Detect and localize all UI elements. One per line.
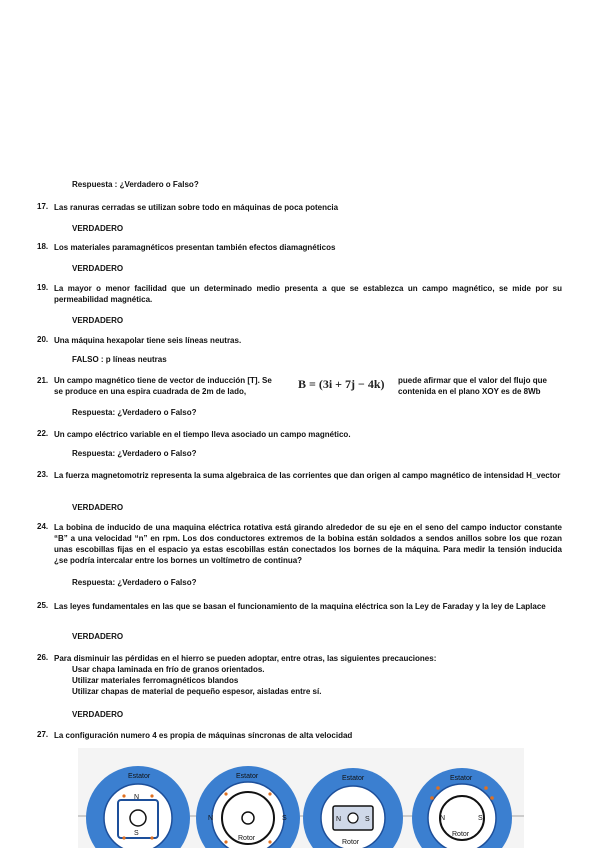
answer: Respuesta: ¿Verdadero o Falso?: [72, 449, 197, 458]
shaft: [242, 812, 254, 824]
stator-label: Estator: [128, 773, 151, 780]
question-text: La bobina de inducido de una maquina eléctrica rotativa está girando alrededor de su eje en el seno del campo inductor constante “B” a una velocidad “n” en rpm. Los dos conductores extremos de la bobina están soldados a sendos anillos sobre los que rozan unas escobillas fijas en el espacio ya estas escobillas están conectados los bornes de la máquina. Para medir la tensión inducida ¿se podría intercalar entre los bornes un voltímetro de continua?: [54, 523, 562, 565]
equation-text: B = (3i + 7j − 4k): [298, 377, 385, 391]
intro-answer: Respuesta : ¿Verdadero o Falso?: [72, 180, 199, 189]
question-text: La mayor o menor facilidad que un determinado medio presenta a que se establezca un campo magnético, se mide por su permeabilidad magnética.: [54, 284, 562, 304]
precautions-list: [72, 664, 321, 697]
question-number: 23.: [37, 470, 49, 479]
pole-s: S: [282, 815, 287, 822]
pole-s: S: [365, 816, 370, 823]
rotor-label: Rotor: [238, 835, 256, 842]
list-item: Utilizar materiales ferromagnéticos blandos: [72, 676, 239, 685]
answer: Respuesta: ¿Verdadero o Falso?: [72, 578, 197, 587]
equation-image: [296, 374, 390, 394]
question-text-line2-right: contenida en el plano XOY es de 8Wb: [398, 387, 541, 396]
machine-1: [86, 766, 190, 848]
question-number: 21.: [37, 376, 49, 385]
coil-dot: [224, 792, 227, 795]
answer: VERDADERO: [72, 224, 124, 233]
question-number: 26.: [37, 653, 49, 662]
question-number: 19.: [37, 283, 49, 292]
question-text: Una máquina hexapolar tiene seis líneas neutras.: [54, 336, 242, 345]
coil-dot: [490, 796, 494, 800]
stator-label: Estator: [342, 775, 365, 782]
answer: VERDADERO: [72, 710, 124, 719]
shaft: [130, 810, 146, 826]
answer: VERDADERO: [72, 503, 124, 512]
question-text-line1: Un campo magnético tiene de vector de inducción [T]. Se: [54, 376, 272, 385]
stator-label: Estator: [450, 775, 473, 782]
question-number: 20.: [37, 335, 49, 344]
question-number: 25.: [37, 601, 49, 610]
machine-3: [303, 768, 403, 848]
pole-n: N: [440, 815, 446, 822]
question-text: La fuerza magnetomotriz representa la suma algebraica de las corrientes que dan origen al campo magnético de intensidad H_vector: [54, 471, 561, 480]
coil-dot: [268, 840, 271, 843]
answer: FALSO : p líneas neutras: [72, 355, 167, 364]
answer: VERDADERO: [72, 316, 124, 325]
list-item: Usar chapa laminada en frío de granos orientados.: [72, 665, 265, 674]
machines-diagram: [78, 748, 524, 848]
coil-dot: [436, 786, 440, 790]
question-number: 22.: [37, 429, 49, 438]
question-number: 18.: [37, 242, 49, 251]
coil-dot: [430, 796, 434, 800]
answer: Respuesta: ¿Verdadero o Falso?: [72, 408, 197, 417]
coil-dot: [150, 794, 153, 797]
shaft: [348, 813, 358, 823]
question-number: 24.: [37, 522, 49, 531]
pole-s: S: [134, 830, 139, 837]
answer: VERDADERO: [72, 632, 124, 641]
pole-s: S: [478, 815, 483, 822]
question-text-line2: se produce en una espira cuadrada de 2m de lado,: [54, 387, 247, 396]
question-text-line1-right: puede afirmar que el valor del flujo que: [398, 376, 547, 385]
induction-equation: [296, 374, 390, 399]
stator-label: Estator: [236, 773, 259, 780]
pole-n: N: [208, 815, 214, 822]
pole-n: N: [336, 816, 342, 823]
coil-dot: [150, 836, 153, 839]
machine-configurations-figure: [78, 748, 524, 848]
question-text: Las leyes fundamentales en las que se basan el funcionamiento de la maquina eléctrica son la Ley de Faraday y la ley de Laplace: [54, 602, 546, 611]
question-text: La configuración numero 4 es propia de máquinas síncronas de alta velocidad: [54, 731, 353, 740]
rotor-label: Rotor: [342, 839, 360, 846]
coil-dot: [224, 840, 227, 843]
machine-2: [196, 766, 300, 848]
question-text: Para disminuir las pérdidas en el hierro se pueden adoptar, entre otras, las siguientes precauciones:: [54, 654, 437, 663]
question-text: Un campo eléctrico variable en el tiempo lleva asociado un campo magnético.: [54, 430, 351, 439]
coil-dot: [122, 836, 125, 839]
question-number: 27.: [37, 730, 49, 739]
pole-n: N: [134, 794, 140, 801]
coil-dot: [122, 794, 125, 797]
question-text: Las ranuras cerradas se utilizan sobre todo en máquinas de poca potencia: [54, 203, 339, 212]
answer: VERDADERO: [72, 264, 124, 273]
coil-dot: [484, 786, 488, 790]
machine-4: [412, 768, 512, 848]
rotor-label: Rotor: [452, 831, 470, 838]
question-text: Los materiales paramagnéticos presentan también efectos diamagnéticos: [54, 243, 336, 252]
coil-dot: [268, 792, 271, 795]
question-number: 17.: [37, 202, 49, 211]
list-item: Utilizar chapas de material de pequeño espesor, aisladas entre sí.: [72, 687, 322, 696]
